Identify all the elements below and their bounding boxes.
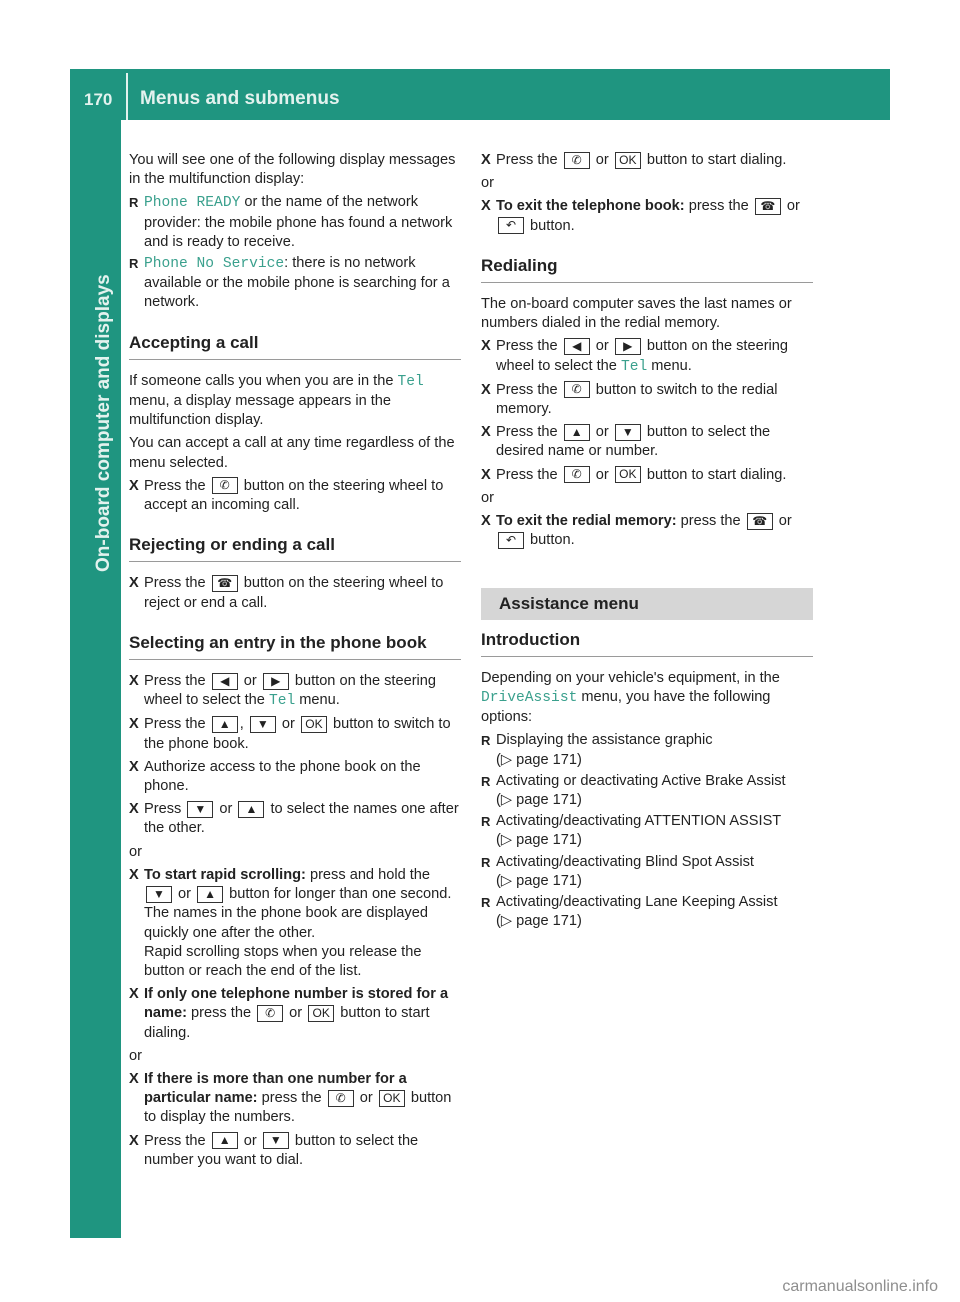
ok-key-icon: OK xyxy=(615,152,641,169)
hangup-key-icon: ☎ xyxy=(212,575,238,592)
display-code: Tel xyxy=(397,373,424,390)
right-column xyxy=(481,151,813,934)
bullet-marker: R xyxy=(481,854,491,870)
paragraph: The on-board computer saves the last names or numbers dialed in the redial memory. xyxy=(481,296,792,332)
step-marker: X xyxy=(129,986,139,1003)
or-text: or xyxy=(129,1047,142,1064)
display-code: Tel xyxy=(620,358,648,375)
step-marker: X xyxy=(129,758,139,775)
phone-key-icon: ✆ xyxy=(328,1090,354,1107)
step-marker: X xyxy=(481,198,491,215)
phone-key-icon: ✆ xyxy=(564,152,590,169)
or-text: or xyxy=(481,489,494,506)
phone-key-icon: ✆ xyxy=(212,477,238,494)
right-key-icon: ▶ xyxy=(615,338,641,355)
page-reference: page 171) xyxy=(516,832,582,849)
step-marker: X xyxy=(481,466,491,483)
list-item: R Activating/deactivating ATTENTION ASSIST (▷ page 171) xyxy=(481,813,782,849)
phone-key-icon: ✆ xyxy=(564,381,590,398)
step-marker: X xyxy=(129,801,139,818)
step: X Press the ✆ or OK button to start dialing. xyxy=(481,151,813,170)
step: X To exit the telephone book: press the ☎ or ↶ button. xyxy=(481,198,800,234)
page-reference: page 171) xyxy=(516,872,582,889)
sidebar-label: On-board computer and displays xyxy=(93,274,114,572)
ok-key-icon: OK xyxy=(301,716,327,733)
back-key-icon: ↶ xyxy=(498,217,524,234)
left-key-icon: ◀ xyxy=(212,673,238,690)
step: X Press the ▲ or ▼ button to select the desired name or number. xyxy=(481,424,771,460)
paragraph: Rapid scrolling stops when you release the button or reach the end of the list. xyxy=(144,943,422,979)
up-key-icon: ▲ xyxy=(212,1132,238,1149)
bullet-marker: R xyxy=(481,814,491,830)
step-marker: X xyxy=(481,338,491,355)
step-marker: X xyxy=(129,866,139,883)
ok-key-icon: OK xyxy=(379,1090,405,1107)
down-key-icon: ▼ xyxy=(187,801,213,818)
down-key-icon: ▼ xyxy=(263,1132,289,1149)
watermark: carmanualsonline.info xyxy=(782,1278,938,1295)
ok-key-icon: OK xyxy=(308,1005,334,1022)
step: X To start rapid scrolling: press and hold the ▼ or ▲ button for longer than one second. The names in the phone book are displayed quickly one after the other. Rapid scrolling stops when you release the button or reach the end of the list. xyxy=(129,866,461,981)
list-item-text: : there is no network available or the mobile phone is searching for a network. xyxy=(144,255,450,311)
display-code: Phone No Service xyxy=(144,256,285,273)
or-text: or xyxy=(129,843,142,860)
step: X Press the ✆ button to switch to the redial memory. xyxy=(481,381,778,418)
list-item: R Activating/deactivating Blind Spot Assist (▷ page 171) xyxy=(481,853,754,889)
page-number: 170 xyxy=(84,90,113,109)
step-marker: X xyxy=(129,716,139,733)
list-item: R Activating/deactivating Lane Keeping Assist (▷ page 171) xyxy=(481,894,778,930)
paragraph: Depending on your vehicle's equipment, in the DriveAssist menu, you have the following options: xyxy=(481,669,780,726)
up-key-icon: ▲ xyxy=(197,886,223,903)
up-key-icon: ▲ xyxy=(238,801,264,818)
step-marker: X xyxy=(481,424,491,441)
bullet-marker: R xyxy=(129,256,139,272)
step: X Press the ▲ , ▼ or OK button to switch to the phone book. xyxy=(129,716,451,752)
step-marker: X xyxy=(481,381,491,398)
step-marker: X xyxy=(481,513,491,530)
step-marker: X xyxy=(129,477,139,494)
list-item: R Displaying the assistance graphic (▷ page 171) xyxy=(481,732,713,768)
section-heading: Introduction xyxy=(481,630,813,657)
step: X If only one telephone number is stored for a name: press the ✆ or OK button to start dialing. xyxy=(129,986,449,1041)
page-reference: page 171) xyxy=(516,751,582,768)
step-marker: X xyxy=(129,1132,139,1149)
down-key-icon: ▼ xyxy=(615,424,641,441)
step: X Press the ◀ or ▶ button on the steering wheel to select the Tel menu. xyxy=(129,673,437,710)
paragraph: If someone calls you when you are in the Tel menu, a display message appears in the multifunction display. xyxy=(129,372,424,429)
up-key-icon: ▲ xyxy=(212,716,238,733)
section-heading: Accepting a call xyxy=(129,333,461,360)
step: X Press the ☎ button on the steering wheel to reject or end a call. xyxy=(129,575,444,611)
bullet-marker: R xyxy=(481,733,491,749)
right-key-icon: ▶ xyxy=(263,673,289,690)
list-item xyxy=(129,254,461,313)
step: X Press the ✆ button on the steering wheel to accept an incoming call. xyxy=(129,477,444,514)
intro-paragraph: You will see one of the following display messages in the multifunction display: xyxy=(129,152,456,188)
step-marker: X xyxy=(129,1070,139,1087)
list-item: R Activating or deactivating Active Brake Assist (▷ page 171) xyxy=(481,772,786,809)
paragraph: You can accept a call at any time regardless of the menu selected. xyxy=(129,435,455,471)
step-marker: X xyxy=(129,575,139,592)
phone-key-icon: ✆ xyxy=(564,466,590,483)
section-heading: Selecting an entry in the phone book xyxy=(129,633,461,660)
section-box-title: Assistance menu xyxy=(481,588,813,619)
page-reference: page 171) xyxy=(516,913,582,930)
step: X To exit the redial memory: press the ☎ or ↶ button. xyxy=(481,513,792,549)
bullet-marker: R xyxy=(129,195,139,211)
bullet-marker: R xyxy=(481,773,491,789)
display-code: Tel xyxy=(268,693,296,710)
step: X Press the ▲ or ▼ button to select the number you want to dial. xyxy=(129,1132,419,1168)
page-title: Menus and submenus xyxy=(140,88,340,109)
step: X Authorize access to the phone book on the phone. xyxy=(129,758,421,795)
up-key-icon: ▲ xyxy=(564,424,590,441)
step: X Press ▼ or ▲ to select the names one after the other. xyxy=(129,801,459,837)
phone-key-icon: ✆ xyxy=(257,1005,283,1022)
page-reference: page 171) xyxy=(516,792,582,809)
section-heading: Redialing xyxy=(481,256,813,283)
step-marker: X xyxy=(129,673,139,690)
step: X Press the ◀ or ▶ button on the steering wheel to select the Tel menu. xyxy=(481,338,789,375)
display-code: DriveAssist xyxy=(481,690,578,707)
hangup-key-icon: ☎ xyxy=(747,513,773,530)
down-key-icon: ▼ xyxy=(250,716,276,733)
section-heading: Rejecting or ending a call xyxy=(129,535,461,562)
list-item xyxy=(129,193,461,252)
left-key-icon: ◀ xyxy=(564,338,590,355)
left-column xyxy=(129,151,461,1174)
list-item-text: or the name of the network provider: the mobile phone has found a network and is ready to receive. xyxy=(144,194,453,250)
down-key-icon: ▼ xyxy=(146,886,172,903)
step: X Press the ✆ or OK button to start dialing. xyxy=(481,466,813,485)
or-text: or xyxy=(481,175,494,192)
step: X If there is more than one number for a particular name: press the ✆ or OK button to display the numbers. xyxy=(129,1070,452,1126)
bullet-marker: R xyxy=(481,895,491,911)
back-key-icon: ↶ xyxy=(498,532,524,549)
ok-key-icon: OK xyxy=(615,466,641,483)
paragraph: The names in the phone book are displayed quickly one after the other. xyxy=(144,905,428,941)
step-marker: X xyxy=(481,152,491,168)
header-divider xyxy=(126,73,128,120)
hangup-key-icon: ☎ xyxy=(755,198,781,215)
display-code: Phone READY xyxy=(144,195,241,212)
